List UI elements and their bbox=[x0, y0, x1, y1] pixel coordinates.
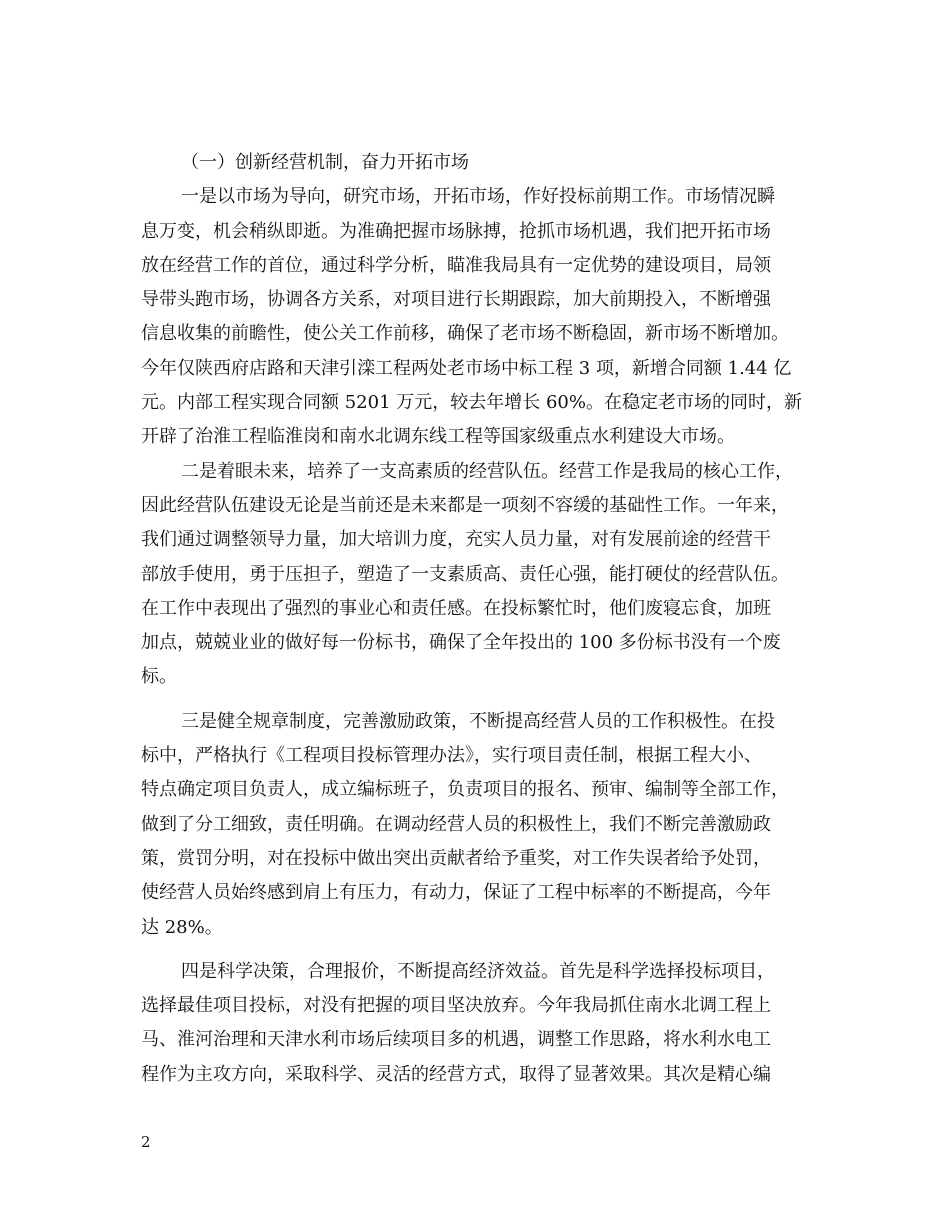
paragraph-spacing bbox=[141, 945, 816, 955]
paragraph-team-building bbox=[141, 455, 816, 695]
paragraph-market-development bbox=[141, 180, 816, 454]
paragraph-incentive-policy bbox=[141, 705, 816, 945]
paragraph-line: 达 28%。 bbox=[141, 916, 223, 938]
page-number: 2 bbox=[141, 1133, 151, 1151]
paragraph-line: 策，赏罚分明，对在投标中做出突出贡献者给予重奖，对工作失误者给予处罚， bbox=[141, 847, 771, 869]
paragraph-line: 导带头跑市场，协调各方关系，对项目进行长期跟踪，加大前期投入，不断增强 bbox=[141, 289, 771, 311]
paragraph-line: 标。 bbox=[141, 666, 177, 688]
paragraph-line: 因此经营队伍建设无论是当前还是未来都是一项刻不容缓的基础性工作。一年来， bbox=[141, 494, 789, 516]
paragraph-decision-quotation bbox=[141, 955, 816, 1092]
paragraph-line: 四是科学决策，合理报价，不断提高经济效益。首先是科学选择投标项目， bbox=[181, 960, 775, 982]
paragraph-line: 做到了分工细致，责任明确。在调动经营人员的积极性上，我们不断完善激励政 bbox=[141, 813, 771, 835]
document-body bbox=[141, 146, 816, 1092]
paragraph-line: 信息收集的前瞻性，使公关工作前移，确保了老市场不断稳固，新市场不断增加。 bbox=[141, 323, 789, 345]
paragraph-line: 加点，兢兢业业的做好每一份标书，确保了全年投出的 100 多份标书没有一个废 bbox=[141, 632, 781, 654]
paragraph-line: 我们通过调整领导力量，加大培训力度，充实人员力量，对有发展前途的经营干 bbox=[141, 529, 771, 551]
paragraph-spacing bbox=[141, 695, 816, 705]
paragraph-line: 使经营人员始终感到肩上有压力，有动力，保证了工程中标率的不断提高，今年 bbox=[141, 882, 771, 904]
paragraph-line: 选择最佳项目投标，对没有把握的项目坚决放弃。今年我局抓住南水北调工程上 bbox=[141, 995, 771, 1017]
paragraph-line: 二是着眼未来，培养了一支高素质的经营队伍。经营工作是我局的核心工作， bbox=[181, 460, 793, 482]
paragraph-line: 放在经营工作的首位，通过科学分析，瞄准我局具有一定优势的建设项目，局领 bbox=[141, 254, 771, 276]
paragraph-line: 开辟了治淮工程临淮岗和南水北调东线工程等国家级重点水利建设大市场。 bbox=[141, 426, 735, 448]
paragraph-line: 程作为主攻方向，采取科学、灵活的经营方式，取得了显著效果。其次是精心编 bbox=[141, 1063, 771, 1085]
paragraph-line: 特点确定项目负责人，成立编标班子，负责项目的报名、预审、编制等全部工作， bbox=[141, 779, 789, 801]
paragraph-line: 今年仅陕西府店路和天津引滦工程两处老市场中标工程 3 项，新增合同额 1.44 亿 bbox=[141, 357, 792, 379]
paragraph-line: 元。内部工程实现合同额 5201 万元，较去年增长 60%。在稳定老市场的同时，新 bbox=[141, 392, 802, 414]
paragraph-line: 一是以市场为导向，研究市场，开拓市场，作好投标前期工作。市场情况瞬 bbox=[181, 186, 775, 208]
paragraph-line: 标中，严格执行《工程项目投标管理办法》，实行项目责任制，根据工程大小、 bbox=[141, 745, 762, 767]
paragraph-line: 部放手使用，勇于压担子，塑造了一支素质高、责任心强，能打硬仗的经营队伍。 bbox=[141, 563, 789, 585]
paragraph-line: 在工作中表现出了强烈的事业心和责任感。在投标繁忙时，他们废寝忘食，加班 bbox=[141, 597, 771, 619]
paragraph-line: 息万变，机会稍纵即逝。为准确把握市场脉搏，抢抓市场机遇，我们把开拓市场 bbox=[141, 220, 771, 242]
section-heading: （一）创新经营机制，奋力开拓市场 bbox=[181, 152, 469, 173]
paragraph-line: 马、淮河治理和天津水利市场后续项目多的机遇，调整工作思路，将水利水电工 bbox=[141, 1029, 771, 1051]
paragraph-line: 三是健全规章制度，完善激励政策，不断提高经营人员的工作积极性。在投 bbox=[181, 710, 775, 732]
